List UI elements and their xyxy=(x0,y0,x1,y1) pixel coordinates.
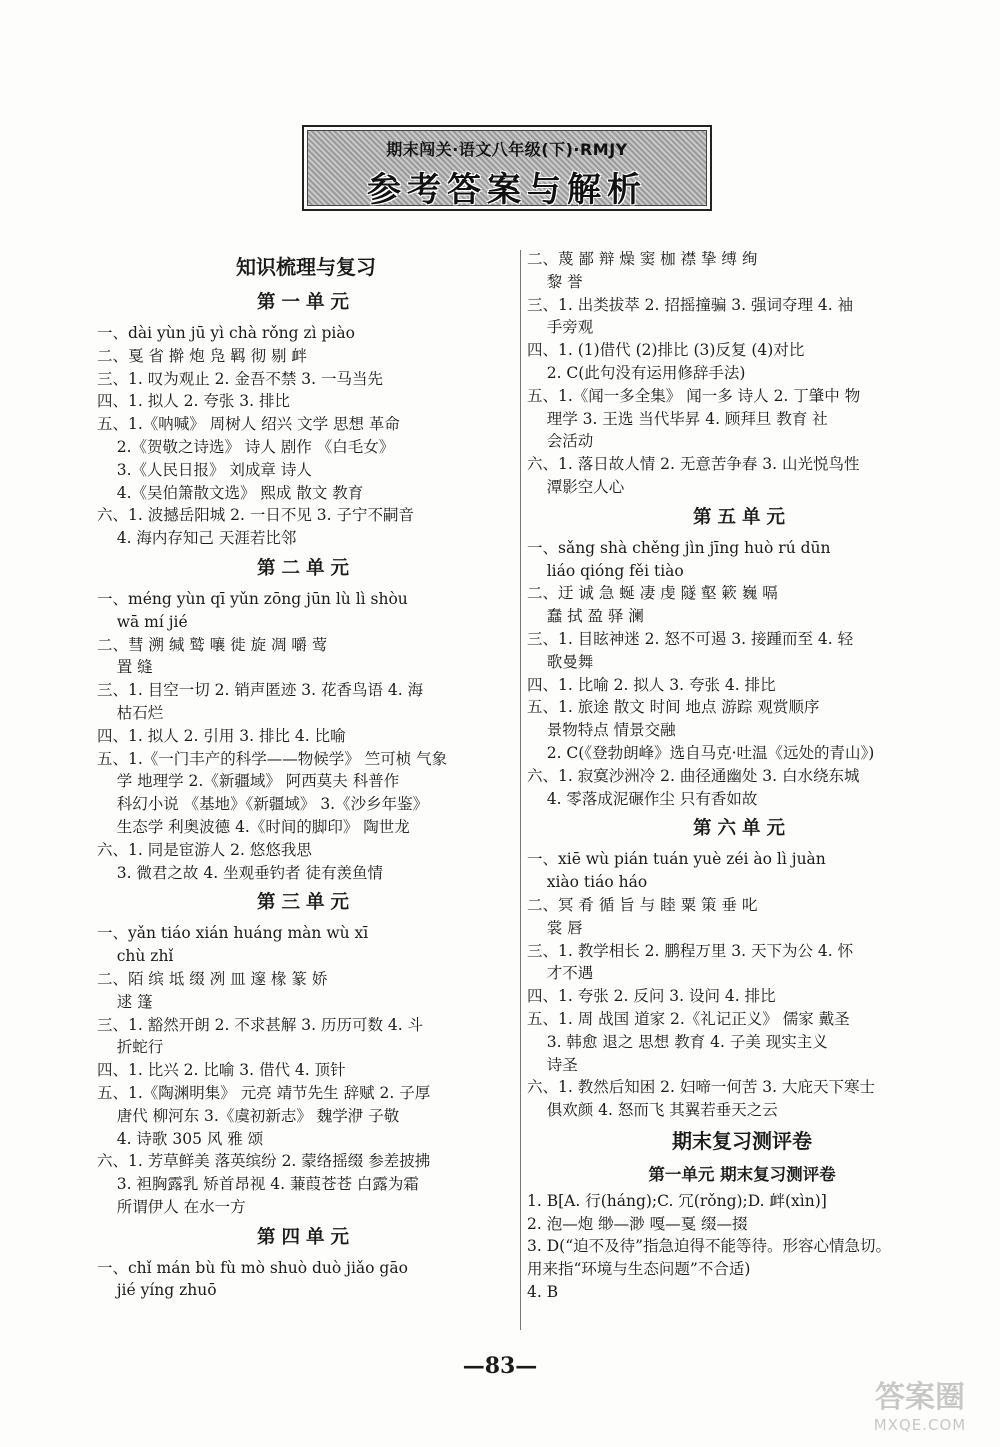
answer-line: 二、彗 溯 缄 鹫 嚷 徙 旋 凋 嚼 莺 xyxy=(97,635,328,654)
unit-4-answers-continued xyxy=(527,248,957,499)
answer-line: 所谓伊人 在水一方 xyxy=(97,1197,246,1216)
answer-line: 三、1. 叹为观止 2. 金吾不禁 3. 一马当先 xyxy=(97,369,384,388)
page-number: —83— xyxy=(462,1353,538,1379)
section-title-review: 期末复习测评卷 xyxy=(672,1128,812,1153)
answer-line: 歌曼舞 xyxy=(527,652,594,671)
answer-line: 六、1. 同是宦游人 2. 悠悠我思 xyxy=(97,840,312,859)
answer-line: 六、1. 芳草鲜美 落英缤纷 2. 蒙络摇缀 参差披拂 xyxy=(97,1152,431,1171)
answer-line: 4. B xyxy=(527,1283,559,1302)
title-banner xyxy=(302,125,712,211)
answer-line: 学 地理学 2.《新疆域》 阿西莫夫 科普作 xyxy=(97,772,400,791)
answer-line: 才不遇 xyxy=(527,964,594,983)
answer-line: 4. 零落成泥碾作尘 只有香如故 xyxy=(527,789,758,808)
column-divider xyxy=(520,250,521,1330)
review-subtitle: 第一单元 期末复习测评卷 xyxy=(648,1164,836,1184)
unit-1-title: 第一单元 xyxy=(256,292,355,313)
answer-line: 四、1. 比喻 2. 拟人 3. 夸张 4. 排比 xyxy=(527,675,776,694)
answer-line: 五、1.《呐喊》 周树人 绍兴 文学 思想 革命 xyxy=(97,415,400,434)
answer-line: 四、1. (1)借代 (2)排比 (3)反复 (4)对比 xyxy=(527,341,805,360)
answer-line: 景物特点 情景交融 xyxy=(527,721,676,740)
page-title: 参考答案与解析 xyxy=(367,170,647,210)
unit-1-answers xyxy=(97,322,515,550)
answer-line: 六、1. 寂寞沙洲冷 2. 曲径通幽处 3. 白水绕东城 xyxy=(527,766,860,785)
unit-2-answers xyxy=(97,588,515,884)
answer-line: 3. 韩愈 退之 思想 教育 4. 子美 现实主义 xyxy=(527,1032,828,1051)
answer-line: 三、1. 目眩神迷 2. 怒不可遏 3. 接踵而至 4. 轻 xyxy=(527,629,854,648)
answer-line: 2.《贺敬之诗选》 诗人 剧作 《白毛女》 xyxy=(97,437,395,456)
answer-line: 潭影空人心 xyxy=(527,477,625,496)
book-title: 期末闯关·语文八年级(下)·RMJY xyxy=(386,140,628,159)
answer-line: 枯石烂 xyxy=(97,703,164,722)
answer-line: 诗圣 xyxy=(527,1055,578,1074)
answer-line: 科幻小说 《基地》《新疆域》 3.《沙乡年鉴》 xyxy=(97,795,429,814)
answer-line: 3. 袒胸露乳 矫首昂视 4. 蒹葭苍苍 白露为霜 xyxy=(97,1175,419,1194)
answer-line: 1. B[A. 行(háng);C. 冗(rǒng);D. 衅(xìn)] xyxy=(527,1191,827,1210)
answer-line: 4.《吴伯箫散文选》 熙成 散文 教育 xyxy=(97,483,364,502)
answer-line: jié yíng zhuō xyxy=(97,1281,217,1300)
answer-line: 用来指“环境与生态问题”不合适) xyxy=(527,1260,751,1279)
answer-line: 唐代 柳河东 3.《虞初新志》 魏学洢 子敬 xyxy=(97,1106,400,1125)
answer-line: 4. 海内存知己 天涯若比邻 xyxy=(97,529,297,548)
answer-line: 五、1.《陶渊明集》 元亮 靖节先生 辞赋 2. 子厚 xyxy=(97,1083,431,1102)
answer-line: 二、戛 省 擀 炮 凫 羁 彻 剔 衅 xyxy=(97,346,307,365)
answer-line: 一、xiē wù pián tuán yuè zéi ào lì juàn xyxy=(527,850,826,869)
answer-line: 俱欢颜 4. 怒而飞 其翼若垂天之云 xyxy=(527,1101,778,1120)
answer-line: 一、sǎng shà chěng jìn jīng huò rú dūn xyxy=(527,538,831,557)
answer-line: 二、迂 诚 急 蜒 凄 虔 隧 壑 簌 巍 嗝 xyxy=(527,584,778,603)
answer-line: 六、1. 波撼岳阳城 2. 一日不见 3. 子宁不嗣音 xyxy=(97,506,415,525)
answer-line: 逑 篷 xyxy=(97,992,153,1011)
answer-line: 六、1. 落日故人情 2. 无意苦争春 3. 山光悦鸟性 xyxy=(527,455,860,474)
answer-line: 2. 泡—炮 缈—渺 嘎—戛 缀—掇 xyxy=(527,1214,748,1233)
answer-line: 四、1. 拟人 2. 夸张 3. 排比 xyxy=(97,392,291,411)
answer-line: 会活动 xyxy=(527,432,594,451)
unit-4-answers xyxy=(97,1257,515,1303)
answer-line: 一、yǎn tiáo xián huáng màn wù xī xyxy=(97,924,369,943)
answer-line: 三、1. 目空一切 2. 销声匿迹 3. 花香鸟语 4. 海 xyxy=(97,681,424,700)
answer-line: 二、陌 缤 坻 缀 冽 皿 邃 椽 篆 娇 xyxy=(97,969,328,988)
answer-line: 一、chǐ mán bù fù mò shuò duò jiǎo gāo xyxy=(97,1258,408,1277)
answer-line: 五、1.《闻一多全集》 闻一多 诗人 2. 丁肇中 物 xyxy=(527,386,861,405)
answer-line: xiào tiáo háo xyxy=(527,873,648,892)
unit-4-title: 第四单元 xyxy=(256,1226,355,1248)
answer-line: 3. D(“迫不及待”指急迫得不能等待。形容心情急切。 xyxy=(527,1237,892,1256)
answer-line: 黎 誉 xyxy=(527,272,583,291)
answer-line: wā mí jié xyxy=(97,612,188,631)
left-column xyxy=(97,248,515,1302)
answer-line: 四、1. 夸张 2. 反问 3. 设问 4. 排比 xyxy=(527,987,776,1006)
unit-6-title: 第六单元 xyxy=(692,818,791,840)
watermark-url: MXQE.COM xyxy=(873,1416,967,1434)
answer-line: 折蛇行 xyxy=(97,1038,164,1057)
watermark xyxy=(850,1380,990,1440)
unit-2-title: 第二单元 xyxy=(256,557,355,579)
answer-line: 五、1. 旅途 散文 时间 地点 游踪 观赏顺序 xyxy=(527,698,820,717)
answer-line: 理学 3. 王选 当代毕昇 4. 顾拜旦 教育 社 xyxy=(527,409,828,428)
review-answers xyxy=(527,1190,957,1304)
answer-line: 二、蔑 鄙 辩 燥 窦 枷 襟 挚 缚 绚 xyxy=(527,250,758,268)
answer-line: 2. C(《登勃朗峰》选自马克·吐温《远处的青山》) xyxy=(527,743,875,762)
answer-line: 二、冥 肴 循 旨 与 睦 粟 策 垂 叱 xyxy=(527,895,758,914)
section-title-knowledge: 知识梳理与复习 xyxy=(236,255,376,279)
answer-line: 裳 唇 xyxy=(527,918,583,937)
watermark-logo: 答案圈 xyxy=(875,1380,965,1415)
answer-line: 生态学 利奥波德 4.《时间的脚印》 陶世龙 xyxy=(97,817,410,836)
answer-line: 蠢 拭 盈 驿 澜 xyxy=(527,607,644,626)
unit-3-answers xyxy=(97,922,515,1218)
answer-line: 置 缝 xyxy=(97,658,153,677)
right-column xyxy=(527,248,957,1304)
answer-line: 五、1. 周 战国 道家 2.《礼记正义》 儒家 戴圣 xyxy=(527,1009,850,1028)
unit-5-answers xyxy=(527,537,957,811)
title-banner-inner xyxy=(307,130,707,210)
answer-line: 一、méng yùn qī yǔn zōng jūn lù lì shòu xyxy=(97,589,408,608)
answer-line: 六、1. 教然后知困 2. 妇啼一何苦 3. 大庇天下寒士 xyxy=(527,1078,876,1097)
answer-line: 手旁观 xyxy=(527,318,594,337)
answer-line: 4. 诗歌 305 风 雅 颂 xyxy=(97,1129,264,1148)
answer-line: 四、1. 比兴 2. 比喻 3. 借代 4. 顶针 xyxy=(97,1061,346,1080)
unit-5-title: 第五单元 xyxy=(692,506,791,528)
answer-line: 五、1.《一门丰产的科学——物候学》 竺可桢 气象 xyxy=(97,749,448,768)
answer-line: 三、1. 豁然开朗 2. 不求甚解 3. 历历可数 4. 斗 xyxy=(97,1015,424,1034)
answer-line: liáo qióng fěi tiào xyxy=(527,561,684,580)
answer-line: 三、1. 出类拔萃 2. 招摇撞骗 3. 强词夺理 4. 袖 xyxy=(527,295,854,314)
unit-3-title: 第三单元 xyxy=(256,892,355,914)
answer-line: 四、1. 拟人 2. 引用 3. 排比 4. 比喻 xyxy=(97,726,346,745)
answer-line: 一、dài yùn jū yì chà rǒng zì piào xyxy=(97,324,355,342)
answer-line: 2. C(此句没有运用修辞手法) xyxy=(527,363,746,382)
answer-line: 3. 微君之故 4. 坐观垂钓者 徒有羡鱼情 xyxy=(97,863,383,882)
answer-line: 3.《人民日报》 刘成章 诗人 xyxy=(97,460,312,479)
answer-line: 三、1. 教学相长 2. 鹏程万里 3. 天下为公 4. 怀 xyxy=(527,941,854,960)
unit-6-answers xyxy=(527,848,957,1122)
answer-line: chù zhǐ xyxy=(97,947,174,966)
